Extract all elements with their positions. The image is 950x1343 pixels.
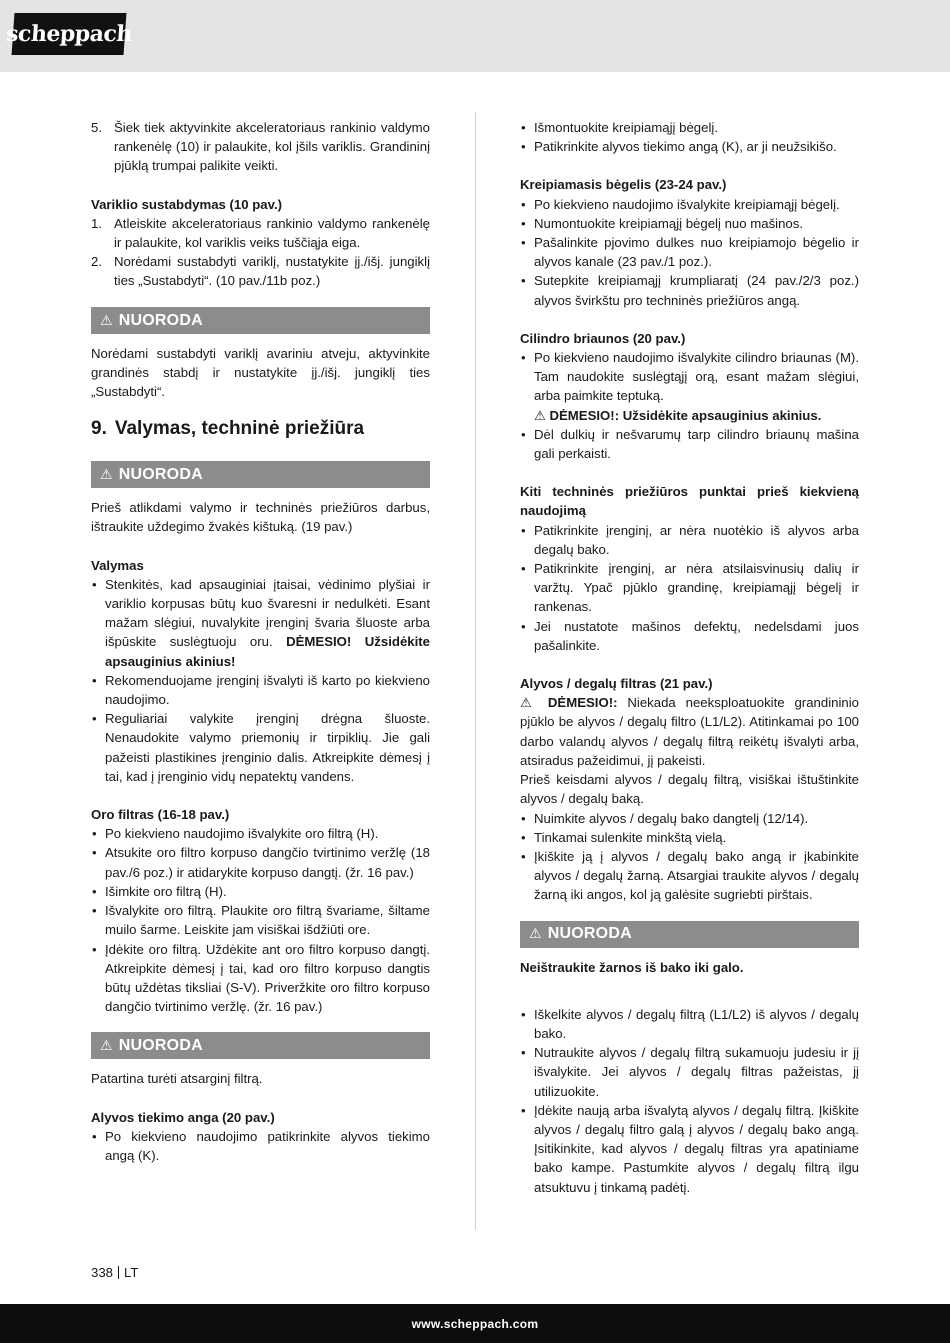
list-item: • Išimkite oro filtrą (H).: [91, 882, 430, 901]
list-item: • Numontuokite kreipiamąjį bėgelį nuo mašinos.: [520, 214, 859, 233]
list-item: • Po kiekvieno naudojimo išvalykite cilindro briaunas (M). Tam naudokite suslėgtąjį orą, esant mažam slėgiui, arba paimkite teptuką. ⚠ DĖMESIO!: Užsidėkite apsauginius akinius.: [520, 348, 859, 425]
note-label: NUORODA: [118, 466, 203, 484]
list-item: • Po kiekvieno naudojimo išvalykite oro filtrą (H).: [91, 824, 430, 843]
other-maintenance-list: [520, 521, 859, 655]
note-text: Neištraukite žarnos iš bako iki galo.: [520, 959, 744, 975]
list-item: • Sutepkite kreipiamąjį krumpliaratį (24 pav./2/3 poz.) alyvos švirkštu pro techninės priežiūros angą.: [520, 271, 859, 309]
list-item: • Įdėkite naują arba išvalytą alyvos / degalų filtrą. Įkiškite alyvos / degalų filtro galą į alyvos / degalų bako angą. Įsitikinkite, kad alyvos / degalų filtras yra apatiniame bako kampe. Pastumkite alyvos / degalų filtrą ilgu atsuktuvu į tinkamą padėtį.: [520, 1101, 859, 1197]
list-item: [91, 252, 430, 290]
note-box: [91, 461, 430, 488]
list-item: • Įkiškite ją į alyvos / degalų bako angą ir įkabinkite alyvos / degalų žarną. Atsargiai traukite alyvos / degalų žarną iki angos, kol ją galėsite sugriebti pirštais.: [520, 847, 859, 905]
oil-supply-heading: Alyvos tiekimo anga (20 pav.): [91, 1109, 275, 1125]
item-number: 1.: [91, 215, 102, 231]
footer-band: [0, 1304, 950, 1343]
page-number-value: 338: [91, 1265, 114, 1280]
list-item: • Rekomenduojame įrenginį išvalyti iš karto po kiekvieno naudojimo.: [91, 671, 430, 709]
list-item: • Atsukite oro filtro korpuso dangčio tvirtinimo veržlę (18 pav./6 poz.) ir atidarykite korpuso dangtį. (žr. 16 pav.): [91, 843, 430, 881]
filter-paragraph: Prieš keisdami alyvos / degalų filtrą, visiškai ištuštinkite alyvos / degalų baką.: [520, 772, 859, 807]
note-box: [91, 307, 430, 334]
engine-stop-heading: Variklio sustabdymas (10 pav.): [91, 196, 283, 212]
cylinder-fins-heading: Cilindro briaunos (20 pav.): [520, 330, 686, 346]
list-item: • Nuimkite alyvos / degalų bako dangtelį (12/14).: [520, 809, 859, 828]
website-link[interactable]: www.scheppach.com: [411, 1316, 539, 1331]
warning-text: ⚠ DĖMESIO!: Užsidėkite apsauginius akinius.: [534, 407, 822, 423]
list-item: • Po kiekvieno naudojimo išvalykite kreipiamąjį bėgelį.: [520, 195, 859, 214]
section-title-text: Valymas, techninė priežiūra: [114, 418, 365, 440]
list-item: • Nutraukite alyvos / degalų filtrą sukamuoju judesiu ir jį išvalykite. Jei alyvos / degalų filtras pažeistas, jį utilizuokite.: [520, 1043, 859, 1101]
air-filter-heading: Oro filtras (16-18 pav.): [91, 807, 230, 823]
filter-replacement-list: [520, 1005, 859, 1197]
guide-bar-list: [520, 195, 859, 310]
column-divider: [475, 112, 476, 1230]
list-item: • Pašalinkite pjovimo dulkes nuo kreipiamojo bėgelio ir alyvos kanale (23 pav./1 poz.).: [520, 233, 859, 271]
cleaning-heading: Valymas: [91, 557, 144, 573]
warning-icon: ⚠: [100, 1037, 113, 1054]
engine-stop-steps: [91, 214, 430, 291]
list-item: • Patikrinkite įrenginį, ar nėra nuotėkio iš alyvos arba degalų bako.: [520, 521, 859, 559]
list-item: • Stenkitės, kad apsauginiai įtaisai, vėdinimo plyšiai ir variklio korpusas būtų kuo švaresni ir nedulkėti. Esant mažam slėgiui, nuvalykite įrenginį švaria šluoste arba išpūskite suslėgtuoju oru. DĖMESIO! Užsidėkite apsauginius akinius!: [91, 575, 430, 671]
right-column: [520, 118, 859, 1197]
note-text: Norėdami sustabdyti variklį avariniu atveju, aktyvinkite grandinės stabdį ir nustatykite įj./išj. jungiklį ties „Sustabdyti“.: [91, 345, 430, 400]
item-number: 2.: [91, 254, 102, 270]
left-column: [91, 118, 430, 1165]
note-label: NUORODA: [118, 311, 203, 329]
list-item: • Po kiekvieno naudojimo patikrinkite alyvos tiekimo angą (K).: [91, 1127, 430, 1165]
note-label: NUORODA: [118, 1037, 203, 1055]
oil-supply-list: [91, 1127, 430, 1165]
oil-fuel-filter-list: [520, 809, 859, 905]
brand-logo: scheppach: [12, 13, 127, 55]
list-item: • Iškelkite alyvos / degalų filtrą (L1/L2) iš alyvos / degalų bako.: [520, 1005, 859, 1043]
list-item: • Išvalykite oro filtrą. Plaukite oro filtrą švariame, šiltame muilo šarme. Leiskite jam visiškai išdžiūti ore.: [91, 901, 430, 939]
page-separator: [118, 1266, 119, 1279]
item-number: 5.: [91, 120, 102, 135]
list-item: • Patikrinkite alyvos tiekimo angą (K), ar ji neužsikišo.: [520, 137, 859, 156]
warning-icon: ⚠: [529, 925, 542, 942]
warning-label: ⚠ DĖMESIO!:: [520, 695, 618, 711]
item-text: Norėdami sustabdyti variklį, nustatykite įj./išj. jungiklį ties „Sustabdyti“. (10 pav./11b poz.): [114, 254, 430, 289]
list-item: • Jei nustatote mašinos defektų, nedelsdami juos pašalinkite.: [520, 617, 859, 655]
oil-supply-continued-list: [520, 118, 859, 156]
guide-bar-heading: Kreipiamasis bėgelis (23-24 pav.): [520, 177, 727, 193]
air-filter-list: [91, 824, 430, 1016]
warning-icon: ⚠: [100, 311, 113, 328]
list-item: • Tinkamai sulenkite minkštą vielą.: [520, 828, 859, 847]
list-item: • Išmontuokite kreipiamąjį bėgelį.: [520, 118, 859, 137]
oil-fuel-filter-heading: Alyvos / degalų filtras (21 pav.): [520, 676, 713, 692]
language-code: LT: [124, 1265, 139, 1280]
item-text: Šiek tiek aktyvinkite akceleratoriaus rankinio valdymo rankenėlę (10) ir palaukite, kol įšils variklis. Grandininį pjūklą trumpai palikite veikti.: [114, 120, 430, 174]
list-item: • Patikrinkite įrenginį, ar nėra atsilaisvinusių dalių ir varžtų. Ypač pjūklo grandinę, kreipiamąjį bėgelį ir rankenas.: [520, 559, 859, 617]
section-number: 9.: [91, 418, 107, 440]
cleaning-list: [91, 575, 430, 786]
page-number: [91, 1265, 138, 1280]
section-title: [91, 417, 430, 441]
filter-warning-paragraph: ⚠ DĖMESIO!: Niekada neeksploatuokite grandininio pjūklo be alyvos / degalų filtro (L1/L2). Atitinkamai po 100 darbo valandų alyvos / degalų filtrą reikėtų išvalyti arba, atsiradus pažeidimui, jį pakeisti.: [520, 695, 859, 768]
header-band: [0, 0, 950, 72]
list-item: • Dėl dulkių ir nešvarumų tarp cilindro briaunų mašina gali perkaisti.: [520, 425, 859, 463]
note-text: Prieš atlikdami valymo ir techninės priežiūros darbus, ištraukite uždegimo žvakės kištuką. (19 pav.): [91, 500, 430, 535]
note-box: [91, 1032, 430, 1059]
item-text: Atleiskite akceleratoriaus rankinio valdymo rankenėlę ir palaukite, kol variklis veiks tuščiąja eiga.: [114, 215, 430, 251]
start-steps: [91, 118, 430, 176]
note-box: [520, 921, 859, 948]
note-label: NUORODA: [547, 925, 632, 943]
other-maintenance-heading: Kiti techninės priežiūros punktai prieš kiekvieną naudojimą: [520, 484, 859, 519]
list-item: • Reguliariai valykite įrenginį drėgna šluoste. Nenaudokite valymo priemonių ir tirpiklių. Jie gali pažeisti plastikines įrenginio dalis. Atkreipkite dėmesį į tai, kad į įrenginio vidų nepatektų vandens.: [91, 709, 430, 786]
list-item: [91, 214, 430, 252]
list-item: [91, 118, 430, 176]
warning-icon: ⚠: [100, 466, 113, 483]
warning-text: DĖMESIO! Užsidėkite apsauginius akinius!: [105, 634, 430, 669]
note-text: Patartina turėti atsarginį filtrą.: [91, 1071, 263, 1087]
list-item: • Įdėkite oro filtrą. Uždėkite ant oro filtro korpuso dangtį. Atkreipkite dėmesį į tai, kad oro filtro korpuso dangtis būtų uždėtas tiksliai (S-V). Priveržkite oro filtro korpuso dangčio tvirtinimo veržlę. (žr. 16 pav.): [91, 940, 430, 1017]
cylinder-fins-list: [520, 348, 859, 463]
